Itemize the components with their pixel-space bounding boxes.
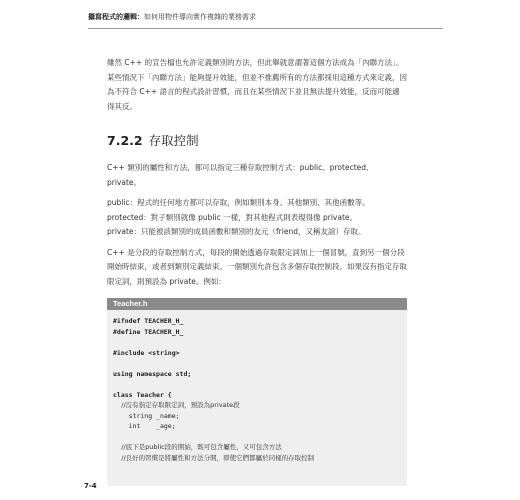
sections-paragraph: C++ 是分段的存取控制方式，每段的開始透過存取限定詞加上一個冒號，直到另一個分段開始時結束，或者到類別定義結束。一個類別允許包含多個存取控制段。如果沒有指定存取限定詞，則預設為 private。例如：	[107, 247, 407, 286]
code-line: class Teacher {	[113, 390, 172, 399]
intro-paragraph: 雖然 C++ 的宣告檔也允許定義類別的方法，但此舉就意謂著這個方法成為「內聯方法」。某些情況下「內聯方法」能夠提升效能，但並不推薦所有的方法都採用這種方式來定義，因為不符合 C++ 語言的程式設計習慣，而且在某些情況下並且無法提升效能，反而可能適得其反。	[107, 58, 407, 111]
definition-private: private：只能被該類別的成員函數和類別的友元（friend，又稱友誼）存取。	[107, 227, 366, 236]
code-line: using namespace std;	[113, 369, 192, 378]
code-line: #include <string>	[113, 348, 180, 357]
header-divider	[88, 28, 443, 29]
code-line: string _name;	[113, 411, 180, 420]
code-line: #ifndef TEACHER_H_	[113, 317, 184, 325]
page-content	[107, 56, 407, 299]
access-definitions	[107, 196, 407, 240]
definition-protected: protected：對子類別就像 public 一樣，對其他程式則表現得像 private。	[107, 212, 357, 222]
code-filename: Teacher.h	[107, 298, 407, 310]
code-body	[107, 310, 407, 486]
page-number: 7-4	[84, 482, 97, 490]
code-line: //沒有指定存取限定詞，預設為private段	[113, 401, 240, 409]
chapter-subtitle: 如何用物件導向實作複雜的業務需求	[144, 13, 256, 21]
running-header	[88, 12, 448, 22]
code-line	[113, 337, 401, 348]
code-line: #define TEACHER_H_	[113, 327, 184, 336]
code-line: int _age;	[113, 422, 176, 430]
code-line	[113, 358, 401, 369]
code-line: //良好的習慣是將屬性和方法分開，即使它們都屬於同樣的存取控制	[113, 453, 315, 462]
code-line	[113, 432, 401, 443]
definition-public: public：程式的任何地方都可以存取，例如類別本身、其他類別、其他函數等。	[107, 198, 370, 207]
section-heading	[107, 133, 407, 149]
access-intro-paragraph: C++ 類別的屬性和方法，都可以指定三種存取控制方式：public、protected、private。	[107, 163, 374, 187]
section-number: 7.2.2	[107, 133, 143, 148]
code-line: //底下是public段的開始，既可包含屬性，又可包含方法	[113, 443, 282, 451]
section-title: 存取控制	[148, 133, 199, 148]
code-listing	[107, 298, 407, 486]
book-title: 攝寫程式的邏輯：	[88, 13, 144, 21]
code-line	[113, 379, 401, 390]
